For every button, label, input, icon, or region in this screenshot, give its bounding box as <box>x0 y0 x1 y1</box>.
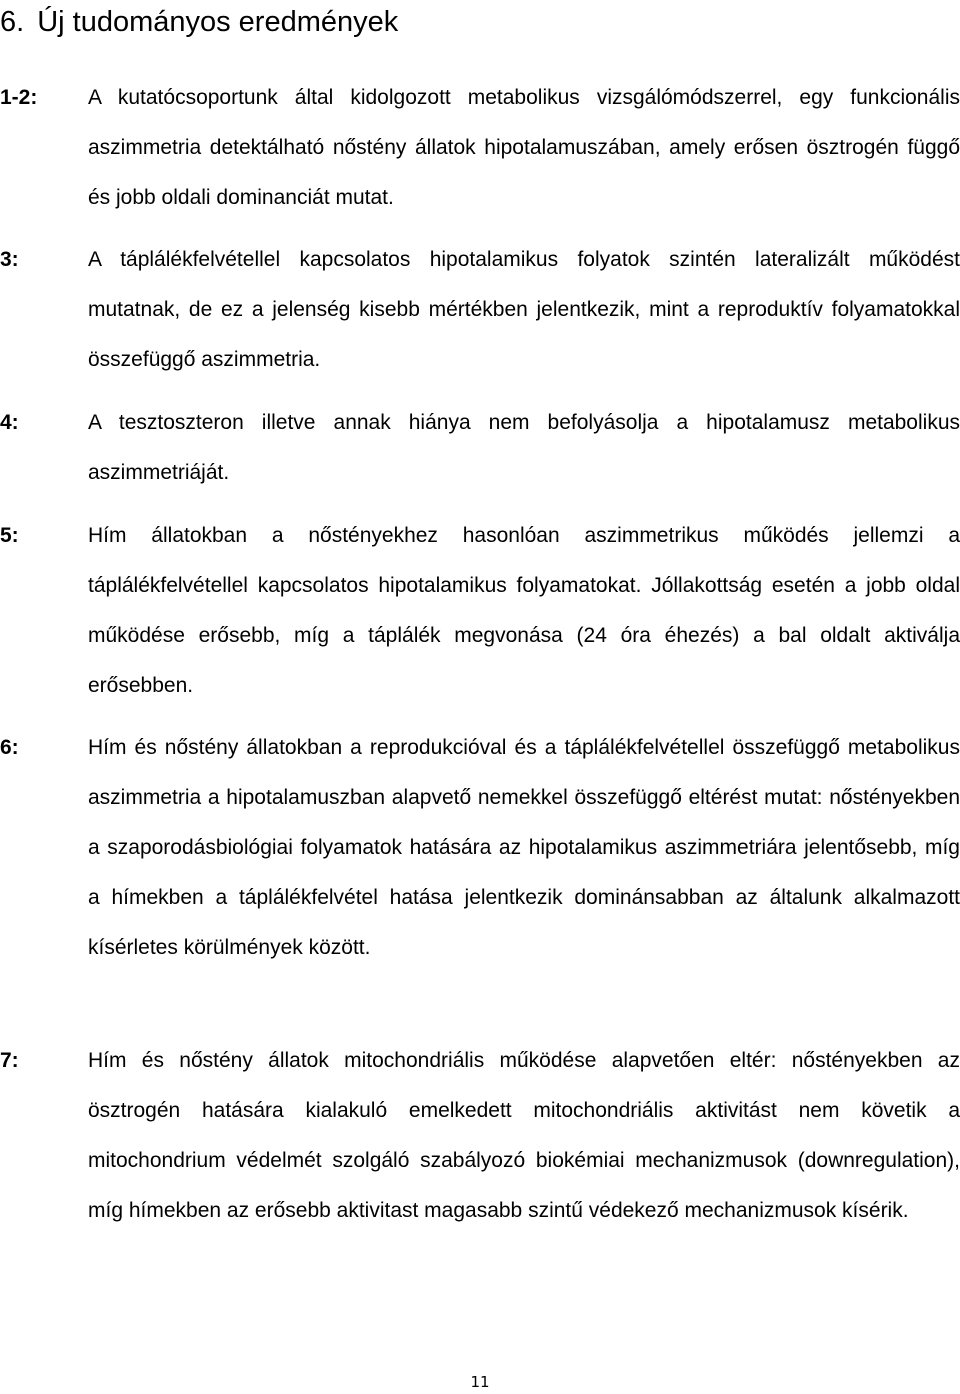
finding-label: 4: <box>0 411 19 434</box>
finding-text: A táplálékfelvétellel kapcsolatos hipotalamikus folyatok szintén lateralizált működést mutatnak, de ez a jelenség kisebb mértékben jelentkezik, mint a reproduktív folyamatokkal összefüggő aszimmetria. <box>88 248 960 371</box>
finding-6 <box>0 723 960 973</box>
finding-label: 1-2: <box>0 86 38 109</box>
finding-text: Hím és nőstény állatokban a reprodukcióval és a táplálékfelvétellel összefüggő metabolikus aszimmetria a hipotalamuszban alapvető nemekkel összefüggő eltérést mutat: nőstényekben a szaporodásbiológiai folyamatok hatására az hipotalamikus aszimmetriára jelentősebb, míg a hímekben a táplálékfelvétel hatása jelentkezik dominánsabban az általunk alkalmazott kísérletes körülmények között. <box>88 736 960 959</box>
finding-text: Hím és nőstény állatok mitochondriális működése alapvetően eltér: nőstényekben az ösztrogén hatására kialakuló emelkedett mitochondriális aktivitást nem követik a mitochondrium védelmét szolgáló szabályozó biokémiai mechanizmusok (downregulation), míg hímekben az erősebb aktivitast magasabb szintű védekező mechanizmusok kísérik. <box>88 1049 960 1222</box>
section-heading <box>0 2 398 42</box>
finding-text: Hím állatokban a nőstényekhez hasonlóan aszimmetrikus működés jellemzi a táplálékfelvétellel kapcsolatos hipotalamikus folyamatokat. Jóllakottság esetén a jobb oldal működése erősebb, míg a táplálék megvonása (24 óra éhezés) a bal oldalt aktiválja erősebben. <box>88 524 960 697</box>
finding-label: 5: <box>0 524 19 547</box>
finding-7 <box>0 1036 960 1236</box>
finding-4 <box>0 398 960 498</box>
finding-label: 3: <box>0 248 19 271</box>
finding-5 <box>0 511 960 711</box>
finding-text: A kutatócsoportunk által kidolgozott metabolikus vizsgálómódszerrel, egy funkcionális aszimmetria detektálható nőstény állatok hipotalamuszában, amely erősen ösztrogén függő és jobb oldali dominanciát mutat. <box>88 86 960 209</box>
finding-1-2 <box>0 73 960 223</box>
finding-text: A tesztoszteron illetve annak hiánya nem befolyásolja a hipotalamusz metabolikus aszimmetriáját. <box>88 411 960 484</box>
finding-3 <box>0 235 960 385</box>
finding-label: 7: <box>0 1049 19 1072</box>
finding-label: 6: <box>0 736 19 759</box>
section-title: Új tudományos eredmények <box>37 6 399 38</box>
page-number: 11 <box>470 1373 490 1391</box>
section-number: 6. <box>0 6 25 38</box>
